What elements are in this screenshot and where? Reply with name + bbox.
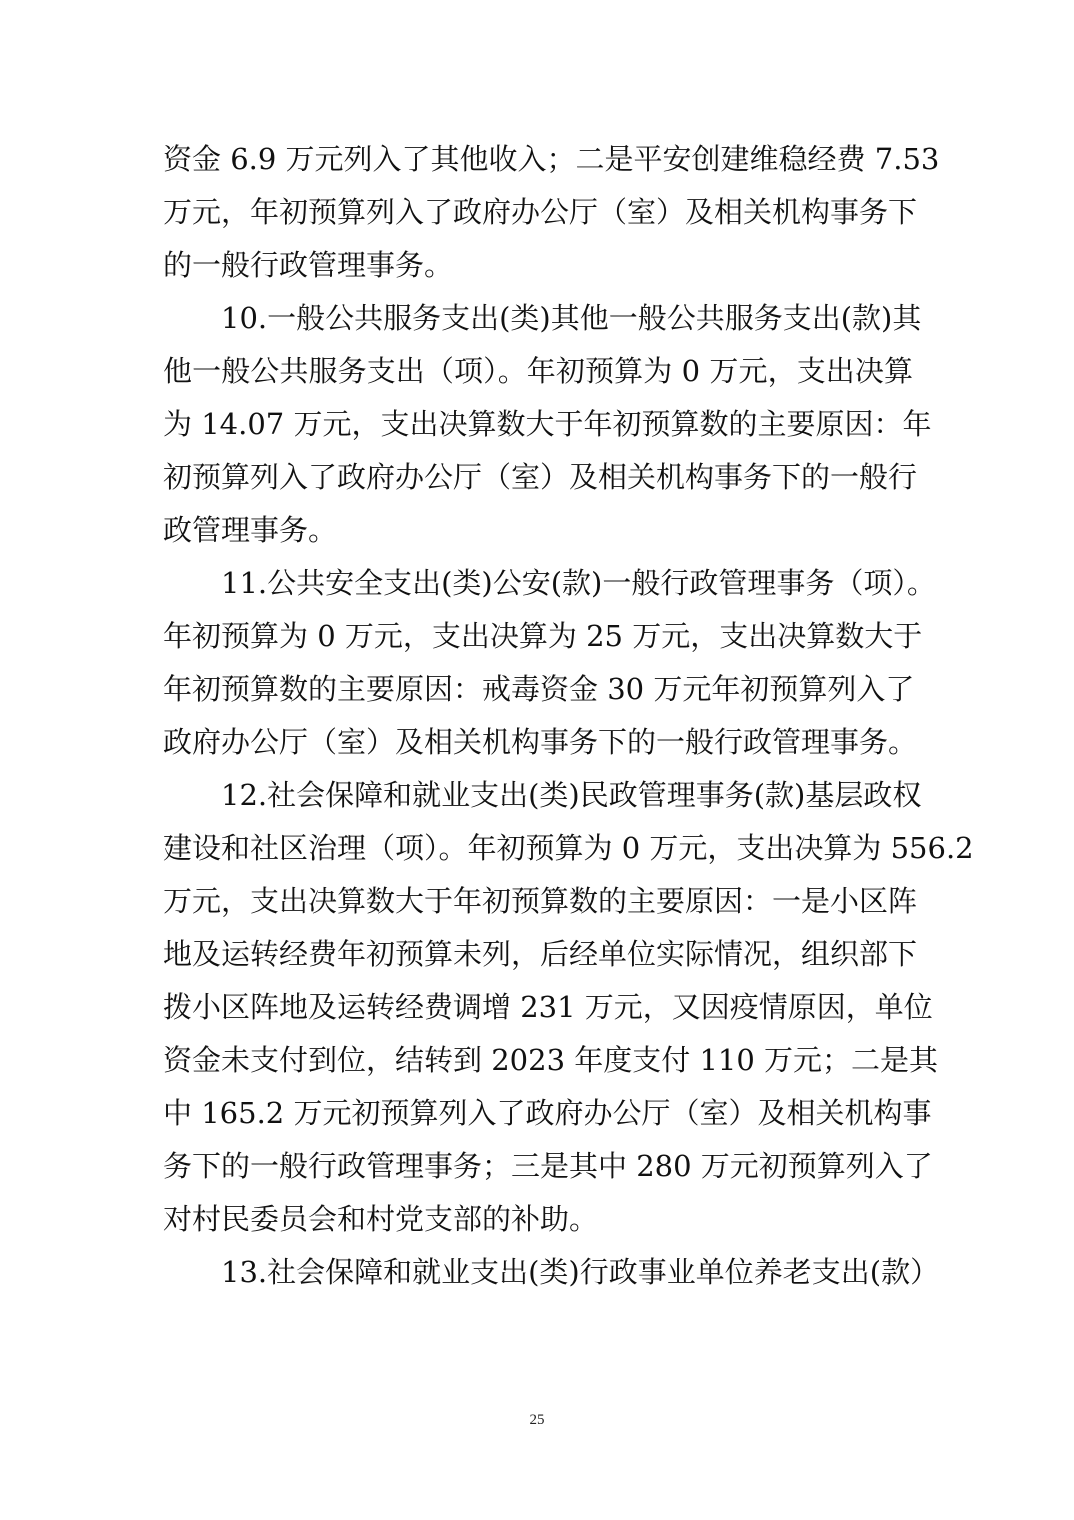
text-line: 政府办公厅（室）及相关机构事务下的一般行政管理事务。: [163, 725, 918, 759]
text-line: 13.社会保障和就业支出(类)行政事业单位养老支出(款）: [221, 1255, 940, 1289]
text-line: 中 165.2 万元初预算列入了政府办公厅（室）及相关机构事: [163, 1096, 932, 1130]
text-line: 年初预算为 0 万元，支出决算为 25 万元，支出决算数大于: [163, 619, 923, 653]
text-line: 的一般行政管理事务。: [163, 248, 454, 282]
text-line: 地及运转经费年初预算未列，后经单位实际情况，组织部下: [163, 937, 918, 971]
text-line: 10.一般公共服务支出(类)其他一般公共服务支出(款)其: [221, 301, 922, 335]
text-line: 拨小区阵地及运转经费调增 231 万元，又因疫情原因，单位: [163, 990, 933, 1024]
text-line: 万元，支出决算数大于年初预算数的主要原因：一是小区阵: [163, 884, 918, 918]
text-line: 资金 6.9 万元列入了其他收入；二是平安创建维稳经费 7.53: [163, 142, 940, 176]
text-line: 年初预算数的主要原因：戒毒资金 30 万元年初预算列入了: [163, 672, 915, 706]
text-line: 初预算列入了政府办公厅（室）及相关机构事务下的一般行: [163, 460, 918, 494]
text-line: 11.公共安全支出(类)公安(款)一般行政管理事务（项）。: [221, 566, 936, 600]
text-line: 为 14.07 万元，支出决算数大于年初预算数的主要原因：年: [163, 407, 932, 441]
text-line: 12.社会保障和就业支出(类)民政管理事务(款)基层政权: [221, 778, 922, 812]
text-line: 他一般公共服务支出（项）。年初预算为 0 万元，支出决算: [163, 354, 913, 388]
text-line: 对村民委员会和村党支部的补助。: [163, 1202, 599, 1236]
text-line: 资金未支付到位，结转到 2023 年度支付 110 万元；二是其: [163, 1043, 939, 1077]
text-line: 建设和社区治理（项）。年初预算为 0 万元，支出决算为 556.2: [163, 831, 974, 865]
text-line: 政管理事务。: [163, 513, 338, 547]
document-body: [163, 133, 974, 1299]
text-line: 务下的一般行政管理事务；三是其中 280 万元初预算列入了: [163, 1149, 933, 1183]
text-line: 万元，年初预算列入了政府办公厅（室）及相关机构事务下: [163, 195, 918, 229]
page-number: 25: [529, 1412, 545, 1428]
